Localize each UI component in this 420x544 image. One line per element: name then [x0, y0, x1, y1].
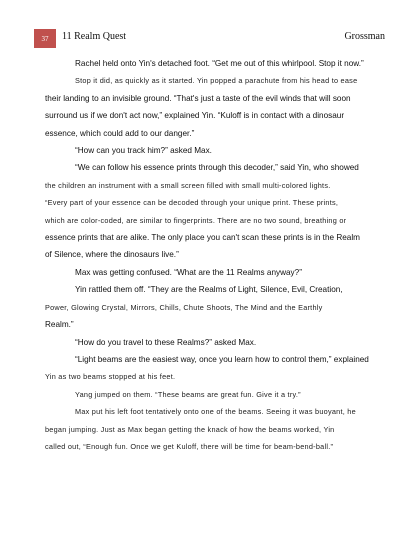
text-line: their landing to an invisible ground. “That's just a taste of the evil winds that will soon	[45, 93, 351, 103]
text-line: the children an instrument with a small screen filled with small multi-colored lights.	[45, 180, 331, 190]
text-line: Stop it did, as quickly as it started. Yin popped a parachute from his head to ease	[75, 76, 358, 86]
text-line: Rachel held onto Yin's detached foot. “Get me out of this whirlpool. Stop it now.”	[75, 59, 364, 68]
text-line: essence prints that are alike. The only place you can't scan these prints is in the Realm	[45, 233, 360, 243]
body-text	[45, 55, 395, 455]
text-line: called out, “Enough fun. Once we get Kuloff, there will be time for beam-bend-ball.”	[45, 441, 334, 451]
text-line: Yang jumped on them. “These beams are great fun. Give it a try.”	[75, 389, 301, 399]
text-line: Max was getting confused. “What are the 11 Realms anyway?”	[75, 267, 302, 277]
text-line: began jumping. Just as Max began getting the knack of how the beams worked, Yin	[45, 424, 335, 434]
text-line: “Light beams are the easiest way, once you learn how to control them,” explained	[75, 354, 369, 364]
text-line: Yin rattled them off. “They are the Realms of Light, Silence, Evil, Creation,	[75, 285, 343, 295]
text-line: of Silence, where the dinosaurs live.”	[45, 250, 179, 260]
text-line: essence, which could add to our danger.”	[45, 128, 195, 138]
text-line: “How can you track him?” asked Max.	[75, 146, 212, 156]
text-line: which are color-coded, are similar to fingerprints. There are no two sound, breathing or	[45, 215, 347, 225]
text-line: “Every part of your essence can be decoded through your unique print. These prints,	[45, 198, 339, 208]
text-line: Yin as two beams stopped at his feet.	[45, 372, 176, 382]
book-title: 11 Realm Quest	[62, 31, 127, 42]
text-line: “How do you travel to these Realms?” asked Max.	[75, 337, 257, 347]
text-line: Realm.”	[45, 320, 74, 330]
author-name: Grossman	[344, 31, 385, 42]
page-number-badge: 37	[34, 29, 56, 48]
text-line: Max put his left foot tentatively onto one of the beams. Seeing it was buoyant, he	[75, 407, 356, 417]
text-line: Power, Glowing Crystal, Mirrors, Chills, Chute Shoots, The Mind and the Earthly	[45, 302, 323, 312]
text-line: surround us if we don't act now,” explained Yin. “Kuloff is in contact with a dinosaur	[45, 111, 345, 121]
text-line: “We can follow his essence prints through this decoder,” said Yin, who showed	[75, 163, 359, 173]
